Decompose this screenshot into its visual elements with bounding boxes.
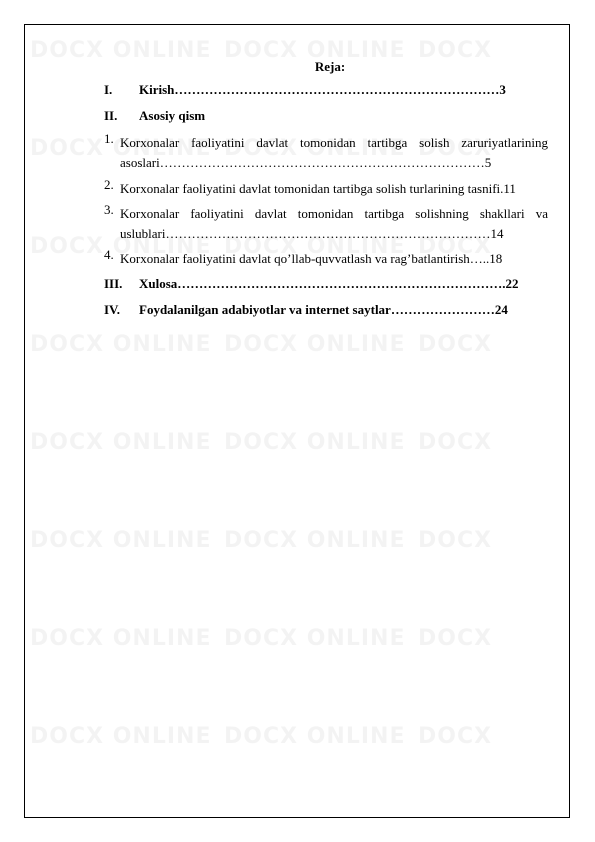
toc-text: Korxonalar faoliyatini davlat tomonidan tartibga solish turlarining tasnifi.11 [120, 181, 516, 196]
toc-number: IV. [104, 302, 121, 317]
toc-number: 1. [104, 131, 114, 146]
toc-number: 2. [104, 177, 114, 192]
toc-text-line1: Korxonalar faoliyatini davlat tomonidan tartibga solish zaruriyatlarining [120, 135, 548, 150]
toc-text-line1: Korxonalar faoliyatini davlat tomonidan tartibga solishning shakllari va [120, 206, 548, 221]
toc-number: III. [104, 276, 123, 291]
toc-number: 4. [104, 247, 114, 262]
toc-text-line2: uslublari…………………………………………………………………14 [120, 226, 504, 241]
toc-text: Kirish…………………………………………………………………3 [139, 82, 506, 97]
toc-text: Korxonalar faoliyatini davlat qo’llab-quvvatlash va rag’batlantirish…..18 [120, 251, 503, 266]
toc-text: Xulosa………………………………………………………………….22 [139, 276, 519, 291]
toc-text: Asosiy qism [139, 108, 206, 123]
toc-text: Foydalanilgan adabiyotlar va internet saytlar……………………24 [139, 302, 508, 317]
toc-number: 3. [104, 202, 114, 217]
toc-number: II. [104, 108, 118, 123]
page-title: Reja: [314, 59, 346, 74]
toc-number: I. [104, 82, 113, 97]
toc-text-line2: asoslari…………………………………………………………………5 [120, 155, 492, 170]
